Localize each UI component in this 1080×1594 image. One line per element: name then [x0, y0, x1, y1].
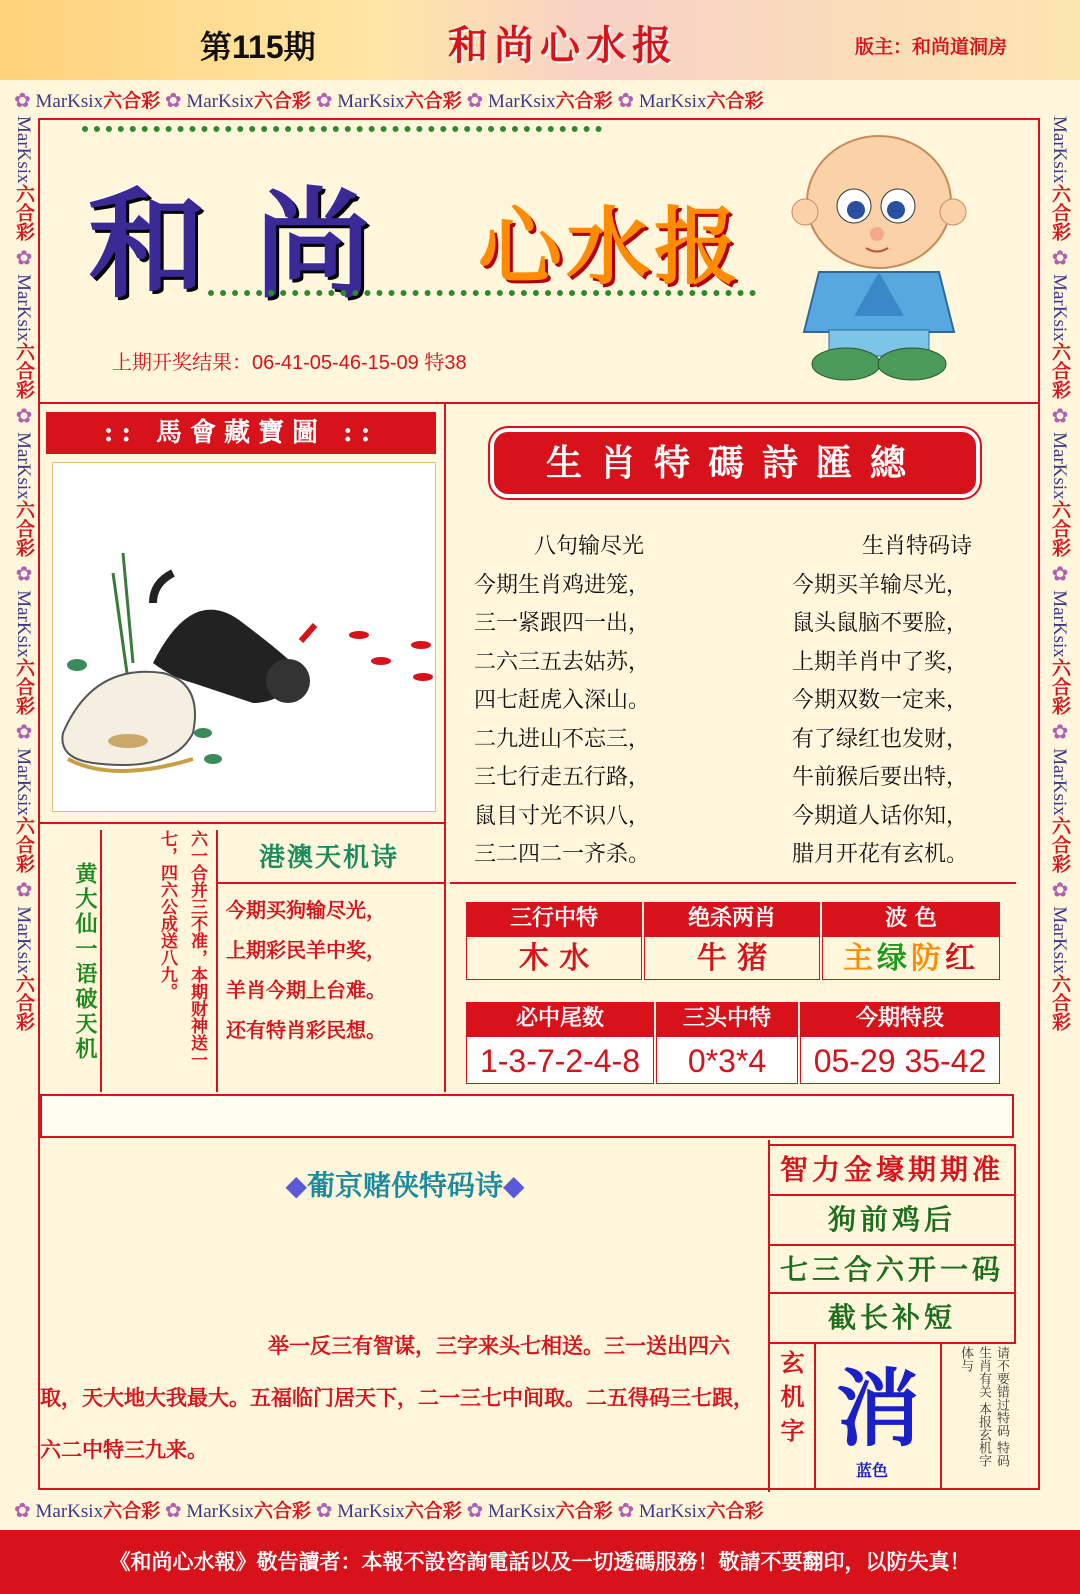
- watermark-right-column: MarKsix六合彩 ✿ MarKsix六合彩 ✿ MarKsix六合彩 ✿ MarKsix六合彩 ✿ MarKsix六合彩 ✿ MarKsix六合彩: [1048, 116, 1070, 1031]
- footer-notice: 《和尚心水報》敬告讀者：本報不設咨詢電話以及一切透碼服務！敬請不要翻印，以防失真！: [0, 1530, 1080, 1594]
- divider-caishen: [216, 830, 218, 1092]
- divider-huang: [100, 830, 102, 1092]
- xuanji-char: 消: [835, 1359, 920, 1458]
- stat-head-tail: 必中尾数: [466, 1002, 654, 1036]
- stat-head: 0*3*4: [656, 1036, 798, 1084]
- divider-gangao: [218, 882, 444, 884]
- empty-band: [40, 1094, 1014, 1138]
- stat-head-color: 波 色: [822, 902, 1000, 936]
- gold-item-1: 智力金壕期期准: [768, 1144, 1016, 1196]
- vine-bottom: [208, 290, 756, 306]
- xuanji-sub: 蓝色: [856, 1461, 889, 1480]
- divider-column: [444, 404, 446, 1092]
- otter-fish-illustration: [53, 463, 437, 813]
- huangdaxian-label: 黄大仙一语破天机: [72, 862, 97, 1062]
- stat-head-wuxing: 三行中特: [466, 902, 642, 936]
- editor-credit: 版主：和尚道洞房: [855, 36, 1008, 58]
- masthead-title: 和尚: [88, 175, 421, 314]
- stat-tail: 1-3-7-2-4-8: [466, 1036, 654, 1084]
- poem-left: 八句输尽光 今期生肖鸡进笼， 三一紧跟四一出， 二六三五去姑苏， 四七赶虎入深山。 二九进山不忘三， 三七行走五行路， 鼠目寸光不识八， 三二四二一齐杀。: [474, 534, 651, 867]
- gold-item-2: 狗前鸡后: [768, 1194, 1016, 1246]
- treasure-map-picture: [52, 462, 436, 812]
- stat-color: 主绿防红: [822, 936, 1000, 980]
- divider-poem-stats: [450, 882, 1016, 884]
- watermark-bottom-row: ✿ MarKsix六合彩 ✿ MarKsix六合彩 ✿ MarKsix六合彩 ✿ MarKsix六合彩 ✿ MarKsix六合彩: [14, 1500, 764, 1522]
- zodiac-poem-banner: 生肖特碼詩匯總: [490, 428, 980, 498]
- divider-note: [940, 1344, 942, 1490]
- stat-wuxing: 木 水: [466, 936, 642, 980]
- stat-segment: 05-29 35-42: [800, 1036, 1000, 1084]
- stat-head-head: 三头中特: [656, 1002, 798, 1036]
- divider-masthead: [40, 402, 1038, 404]
- divider-xuanji: [814, 1344, 816, 1490]
- last-draw-result: 上期开奖结果：06-41-05-46-15-09 特38: [112, 352, 467, 374]
- pujing-poem-body: 举一反三有智谋，三字来头七相送。三一送出四六取，天大地大我最大。五福临门居天下，二一三七中间取。二五得码三七跟，六二中特三九来。: [40, 1333, 754, 1462]
- treasure-map-title: :: 馬會藏寶圖 ::: [46, 412, 436, 454]
- stat-head-segment: 今期特段: [800, 1002, 1000, 1036]
- pujing-poem-title: ◆葡京赌侠特码诗◆: [285, 1169, 525, 1202]
- divider-left: [40, 822, 444, 824]
- stat-head-kill: 绝杀两肖: [644, 902, 820, 936]
- gold-item-4: 截长补短: [768, 1292, 1016, 1344]
- gangao-poem-body: 今期买狗输尽光， 上期彩民羊中奖， 羊肖今期上台难。 还有特肖彩民想。: [226, 898, 386, 1042]
- gangao-poem-title: 港澳天机诗: [258, 843, 399, 873]
- watermark-left-column: MarKsix六合彩 ✿ MarKsix六合彩 ✿ MarKsix六合彩 ✿ MarKsix六合彩 ✿ MarKsix六合彩 ✿ MarKsix六合彩: [12, 116, 34, 1031]
- xuanji-note: 请不要错过特码 特码生肖有关 本报玄机字体与: [958, 1346, 1009, 1468]
- issue-number: 第115期: [200, 29, 316, 65]
- gold-item-3: 七三合六开一码: [768, 1244, 1016, 1296]
- monk-mascot: [784, 124, 974, 386]
- masthead-subtitle: 心水报: [478, 197, 743, 296]
- poem-right: 生肖特码诗 今期买羊输尽光， 鼠头鼠脑不要脸， 上期羊肖中了奖， 今期双数一定来， 有了绿红也发财， 牛前猴后要出特， 今期道人话你知， 腊月开花有玄机。: [792, 534, 973, 867]
- vine-top: [82, 126, 602, 142]
- xuanji-label: 玄机字: [776, 1350, 804, 1452]
- watermark-top-row: ✿ MarKsix六合彩 ✿ MarKsix六合彩 ✿ MarKsix六合彩 ✿ MarKsix六合彩 ✿ MarKsix六合彩: [14, 90, 764, 112]
- stat-kill: 牛 猪: [644, 936, 820, 980]
- top-title: 和尚心水报: [448, 22, 678, 69]
- caishen-text: 六一合并三不准，本期财神送一七，四六公成送八九。: [157, 830, 207, 1068]
